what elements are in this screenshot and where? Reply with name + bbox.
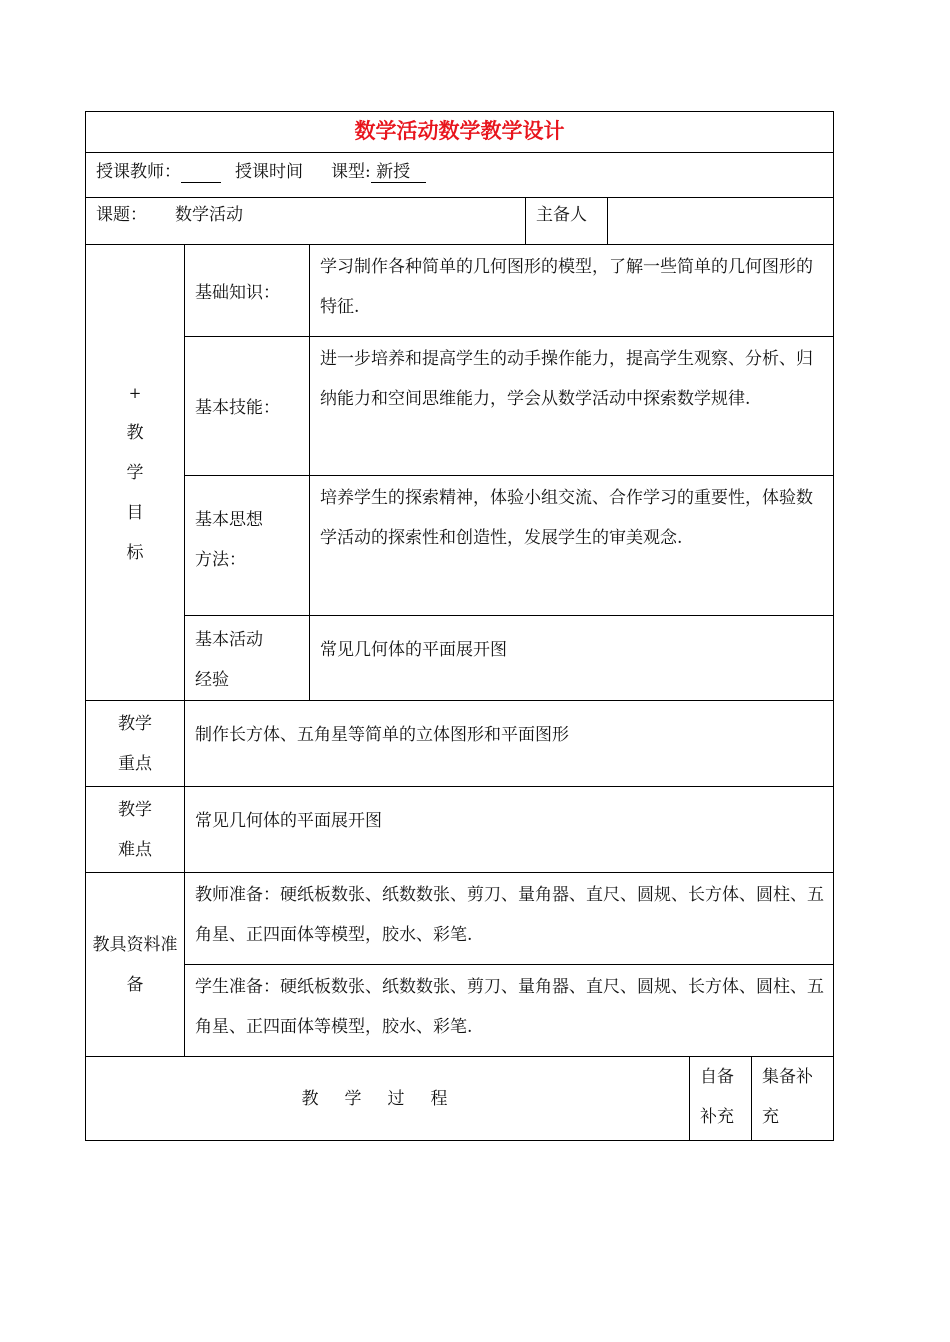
type-label: 课型: [331,162,371,182]
process-label: 教学过程 [86,1057,690,1141]
materials-student-text: 学生准备：硬纸板数张、纸数数张、剪刀、量角器、直尺、圆规、长方体、圆柱、五角星、正四面体等模型，胶水、彩笔. [185,965,834,1057]
objective-label-methods: 基本思想方法： [185,476,310,616]
topic-cell [86,198,526,245]
topic-value: 数学活动 [175,205,243,225]
objective-text-skills: 进一步培养和提高学生的动手操作能力，提高学生观察、分析、归纳能力和空间思维能力，学会从数学活动中探索数学规律. [310,337,834,476]
meta-row [86,153,834,198]
objective-label-knowledge: 基础知识： [185,245,310,337]
difficulty-label: 教学难点 [86,787,185,873]
preparer-label: 主备人 [526,198,608,245]
objective-label-experience: 基本活动经验 [185,616,310,701]
group-supplement-label: 集备补充 [752,1057,834,1141]
materials-label: 教具资料准备 [86,873,185,1057]
plus-mark: + [128,383,142,402]
key-point-label: 教学重点 [86,701,185,787]
topic-label: 课题： [96,205,147,225]
time-label: 授课时间 [235,162,303,182]
objectives-side-label: + 教 学 目 标 [86,245,185,701]
difficulty-text: 常见几何体的平面展开图 [185,787,834,873]
lesson-plan-sheet [85,111,833,1141]
teacher-blank [181,162,221,183]
page-title: 数学活动数学教学设计 [86,112,834,153]
teacher-label: 授课教师： [96,162,181,182]
objective-text-methods: 培养学生的探索精神，体验小组交流、合作学习的重要性，体验数学活动的探索性和创造性，发展学生的审美观念. [310,476,834,616]
lesson-plan-table [85,111,834,1141]
preparer-value [608,198,834,245]
objective-text-experience: 常见几何体的平面展开图 [310,616,834,701]
materials-teacher-text: 教师准备：硬纸板数张、纸数数张、剪刀、量角器、直尺、圆规、长方体、圆柱、五角星、正四面体等模型，胶水、彩笔. [185,873,834,965]
key-point-text: 制作长方体、五角星等简单的立体图形和平面图形 [185,701,834,787]
type-value: 新授 [371,162,427,183]
self-supplement-label: 自备补充 [690,1057,752,1141]
objective-text-knowledge: 学习制作各种简单的几何图形的模型，了解一些简单的几何图形的特征. [310,245,834,337]
objective-label-skills: 基本技能： [185,337,310,476]
